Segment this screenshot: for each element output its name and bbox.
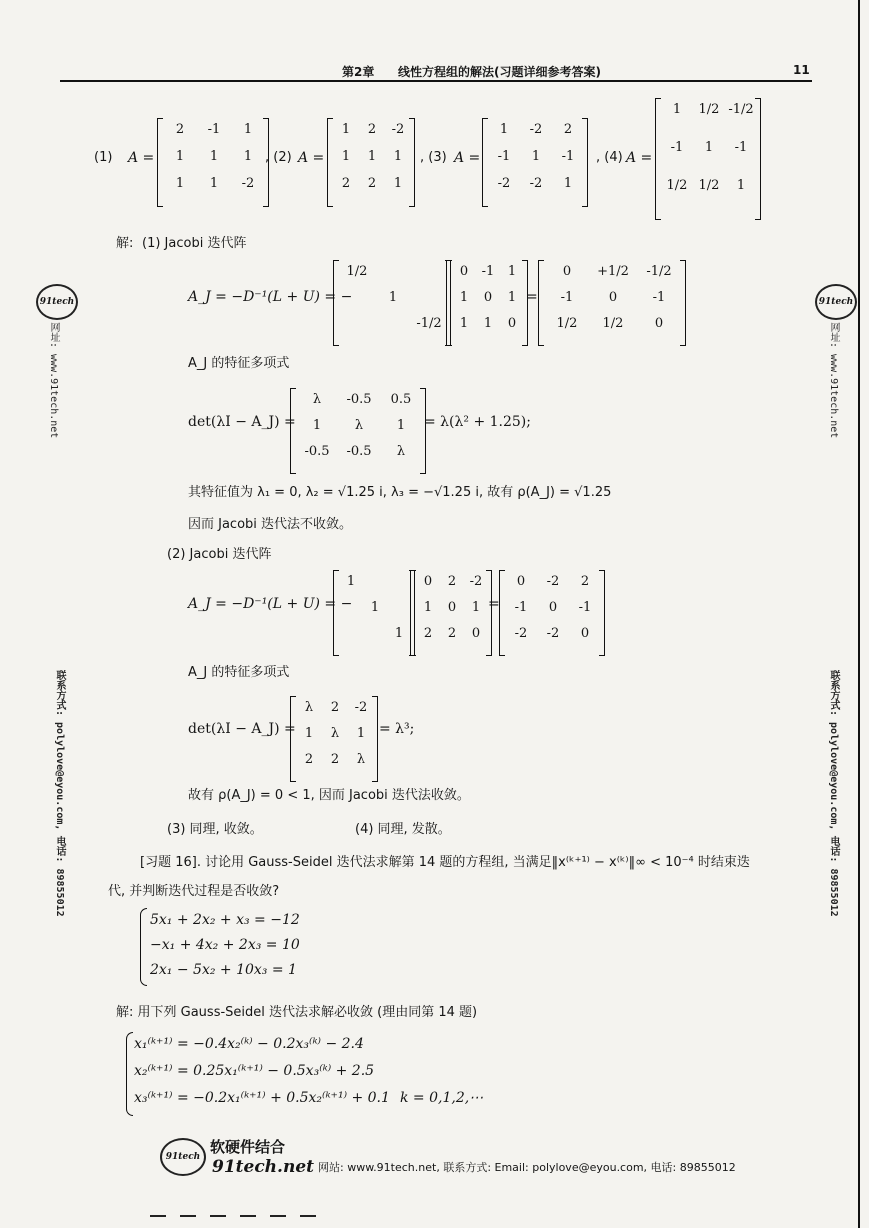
label-p1: (1): [94, 150, 113, 165]
matrix-4-cell: 1/2: [698, 178, 720, 193]
det-matrix-2-cell: 2: [330, 700, 340, 715]
matrix-3-cell: -2: [497, 176, 511, 191]
matrix-1-cell: 1: [175, 149, 185, 164]
eq-sign-2: =: [488, 596, 500, 612]
det-matrix-2-cell: 1: [356, 726, 366, 741]
label-p3: , (3): [420, 150, 447, 165]
jacobi-eq-2-lhs: A_J = −D⁻¹(L + U) = −: [188, 596, 353, 612]
lu-matrix-1-cell: 1: [459, 316, 469, 331]
footer-dash: [180, 1215, 196, 1217]
exercise16-line1: [习题 16]. 讨论用 Gauss-Seidel 迭代法求解第 14 题的方程组, 当满足‖x⁽ᵏ⁺¹⁾ − x⁽ᵏ⁾‖∞ < 10⁻⁴ 时结束迭: [140, 855, 750, 870]
eq-sign-1: =: [526, 289, 538, 305]
footer-info: 网站: www.91tech.net, 联系方式: Email: polylove@eyou.com, 电话: 89855012: [318, 1161, 736, 1174]
aj-matrix-2-cell: -2: [514, 626, 528, 641]
det-matrix-1-cell: -0.5: [304, 444, 330, 459]
footer-dash: [210, 1215, 226, 1217]
matrix-3-cell: 2: [563, 122, 573, 137]
aj-matrix-1-cell: -1: [560, 290, 574, 305]
equation-2: −x₁ + 4x₂ + 2x₃ = 10: [150, 937, 300, 953]
dinv-matrix-1-cell: 1/2: [346, 264, 368, 279]
aj-matrix-1-cell: 0: [562, 264, 572, 279]
det-matrix-2-cell: λ: [304, 700, 314, 715]
solution16-label: 解: 用下列 Gauss-Seidel 迭代法求解必收敛 (理由同第 14 题): [116, 1005, 478, 1020]
matrix-3-cell: -2: [529, 176, 543, 191]
lu-matrix-2-cell: 2: [447, 574, 457, 589]
aj-matrix-1-cell: -1/2: [646, 264, 672, 279]
matrix-1-cell: 2: [175, 122, 185, 137]
aj-matrix-2-cell: -1: [578, 600, 592, 615]
det-matrix-2-cell: 2: [330, 752, 340, 767]
right-logo-top: 91tech: [815, 284, 857, 320]
iteration-x1: x₁⁽ᵏ⁺¹⁾ = −0.4x₂⁽ᵏ⁾ − 0.2x₃⁽ᵏ⁾ − 2.4: [134, 1036, 364, 1052]
a-eq-3: A =: [454, 150, 481, 166]
dinv-matrix-1-cell: -1/2: [416, 316, 442, 331]
det-lhs-2: det(λI − A_J) =: [188, 721, 296, 737]
dinv-matrix-1-cell: 1: [388, 290, 398, 305]
matrix-2-cell: 2: [341, 176, 351, 191]
part4-result: (4) 同理, 发散。: [355, 822, 451, 837]
dinv-matrix-2-cell: 1: [346, 574, 356, 589]
chapter-label: 第2章: [342, 65, 375, 79]
lu-matrix-2-cell: 0: [423, 574, 433, 589]
iteration-brace: [126, 1032, 133, 1116]
char-poly-label-1: A_J 的特征多项式: [188, 356, 290, 371]
lu-matrix-1-cell: 0: [507, 316, 517, 331]
chapter-title: 线性方程组的解法(习题详细参考答案): [398, 65, 601, 79]
left-contact-text: 联系方式: polylove@eyou.com, 电话: 89855012: [54, 670, 65, 917]
lu-matrix-1-cell: 1: [507, 290, 517, 305]
matrix-1-cell: -1: [207, 122, 221, 137]
matrix-3-cell: 1: [531, 149, 541, 164]
lu-matrix-2-cell: 0: [447, 600, 457, 615]
det-matrix-2-cell: λ: [330, 726, 340, 741]
iteration-x2: x₂⁽ᵏ⁺¹⁾ = 0.25x₁⁽ᵏ⁺¹⁾ − 0.5x₃⁽ᵏ⁾ + 2.5: [134, 1063, 375, 1079]
label-p4: , (4): [596, 150, 623, 165]
det-matrix-1-cell: -0.5: [346, 444, 372, 459]
lu-matrix-1-cell: 0: [459, 264, 469, 279]
part1-heading: (1) Jacobi 迭代阵: [142, 236, 247, 251]
iteration-x3: x₃⁽ᵏ⁺¹⁾ = −0.2x₁⁽ᵏ⁺¹⁾ + 0.5x₂⁽ᵏ⁺¹⁾ + 0.1: [134, 1090, 390, 1106]
det-matrix-1-cell: 1: [312, 418, 322, 433]
footer-logo: 91tech: [160, 1138, 206, 1176]
matrix-3-cell: -1: [497, 149, 511, 164]
det-matrix-1-cell: λ: [396, 444, 406, 459]
left-logo-top: 91tech: [36, 284, 78, 320]
right-website-text: 网址: www.91tech.net: [828, 322, 839, 439]
footer-dash: [270, 1215, 286, 1217]
aj-matrix-1-cell: +1/2: [597, 264, 629, 279]
det-matrix-2-cell: 1: [304, 726, 314, 741]
dinv-matrix-2-cell: 1: [394, 626, 404, 641]
matrix-1-cell: 1: [243, 149, 253, 164]
page-number: 11: [793, 63, 810, 77]
lu-matrix-1-cell: 1: [483, 316, 493, 331]
det-matrix-2-cell: 2: [304, 752, 314, 767]
matrix-4-cell: 1/2: [666, 178, 688, 193]
iteration-k: k = 0,1,2,⋯: [400, 1090, 484, 1106]
lu-matrix-1-cell: 1: [507, 264, 517, 279]
matrix-3-cell: 1: [499, 122, 509, 137]
aj-matrix-2-cell: 0: [516, 574, 526, 589]
system-brace: [140, 908, 147, 986]
aj-matrix-1-cell: 1/2: [556, 316, 578, 331]
matrix-2-cell: 2: [367, 122, 377, 137]
equation-3: 2x₁ − 5x₂ + 10x₃ = 1: [150, 962, 297, 978]
matrix-2-cell: 1: [367, 149, 377, 164]
label-p2: , (2): [265, 150, 292, 165]
det-matrix-1-cell: 1: [396, 418, 406, 433]
lu-matrix-2-cell: -2: [469, 574, 483, 589]
matrix-4-cell: -1: [734, 140, 748, 155]
matrix-2-cell: 1: [341, 122, 351, 137]
a-eq-1: A =: [128, 150, 155, 166]
lu-matrix-1-cell: 0: [483, 290, 493, 305]
aj-matrix-2-cell: 0: [548, 600, 558, 615]
det-result-1: = λ(λ² + 1.25);: [424, 414, 531, 430]
page-edge-line: [858, 0, 860, 1228]
eigenvalues-line: 其特征值为 λ₁ = 0, λ₂ = √1.25 i, λ₃ = −√1.25 i, 故有 ρ(A_J) = √1.25: [188, 485, 612, 500]
det-matrix-1-cell: λ: [354, 418, 364, 433]
part3-result: (3) 同理, 收敛。: [167, 822, 263, 837]
matrix-1-cell: 1: [209, 176, 219, 191]
jacobi-eq-1-lhs: A_J = −D⁻¹(L + U) = −: [188, 289, 353, 305]
aj-matrix-1-cell: 1/2: [602, 316, 624, 331]
footer-brand-cn: 软硬件结合: [210, 1138, 286, 1156]
matrix-1-cell: 1: [243, 122, 253, 137]
matrix-3-cell: -1: [561, 149, 575, 164]
footer-dash: [300, 1215, 316, 1217]
matrix-2-cell: -2: [391, 122, 405, 137]
det-result-2: = λ³;: [379, 721, 415, 737]
left-website-text: 网址: www.91tech.net: [48, 322, 59, 439]
matrix-2-cell: 1: [393, 176, 403, 191]
equation-1: 5x₁ + 2x₂ + x₃ = −12: [150, 912, 300, 928]
solution-label: 解:: [116, 236, 134, 251]
a-eq-2: A =: [298, 150, 325, 166]
footer-dash: [150, 1215, 166, 1217]
det-matrix-1-cell: λ: [312, 392, 322, 407]
aj-matrix-2-cell: -2: [546, 574, 560, 589]
conclusion-1: 因而 Jacobi 迭代法不收敛。: [188, 517, 353, 532]
footer-dash: [240, 1215, 256, 1217]
matrix-1-cell: -2: [241, 176, 255, 191]
header-rule: [60, 80, 812, 82]
matrix-4-cell: 1: [704, 140, 714, 155]
a-eq-4: A =: [626, 150, 653, 166]
aj-matrix-1-cell: -1: [652, 290, 666, 305]
matrix-1-cell: 1: [175, 176, 185, 191]
lu-matrix-1-cell: 1: [459, 290, 469, 305]
lu-matrix-2-cell: 1: [423, 600, 433, 615]
aj-matrix-2-cell: -2: [546, 626, 560, 641]
det-matrix-1-cell: 0.5: [390, 392, 412, 407]
aj-matrix-2-cell: 0: [580, 626, 590, 641]
matrix-4-cell: -1: [670, 140, 684, 155]
aj-matrix-1-cell: 0: [608, 290, 618, 305]
lu-matrix-2-cell: 2: [447, 626, 457, 641]
matrix-2-cell: 1: [393, 149, 403, 164]
lu-matrix-2-cell: 0: [471, 626, 481, 641]
char-poly-label-2: A_J 的特征多项式: [188, 665, 290, 680]
dinv-matrix-2-cell: 1: [370, 600, 380, 615]
matrix-2-cell: 1: [341, 149, 351, 164]
aj-matrix-1-cell: 0: [654, 316, 664, 331]
det-matrix-1-cell: -0.5: [346, 392, 372, 407]
matrix-4-cell: 1/2: [698, 102, 720, 117]
det-matrix-2-cell: λ: [356, 752, 366, 767]
matrix-3-cell: -2: [529, 122, 543, 137]
matrix-2-cell: 2: [367, 176, 377, 191]
matrix-4-cell: 1: [672, 102, 682, 117]
lu-matrix-2-cell: 1: [471, 600, 481, 615]
exercise16-line2: 代, 并判断迭代过程是否收敛?: [108, 884, 280, 899]
aj-matrix-2-cell: -1: [514, 600, 528, 615]
matrix-4-cell: -1/2: [728, 102, 754, 117]
det-matrix-2-cell: -2: [354, 700, 368, 715]
aj-matrix-2-cell: 2: [580, 574, 590, 589]
lu-matrix-2-cell: 2: [423, 626, 433, 641]
lu-matrix-1-cell: -1: [481, 264, 495, 279]
matrix-3-cell: 1: [563, 176, 573, 191]
footer-brand-en: 91tech.net: [212, 1157, 314, 1177]
det-lhs-1: det(λI − A_J) =: [188, 414, 296, 430]
right-contact-text: 联系方式: polylove@eyou.com, 电话: 89855012: [828, 670, 839, 917]
matrix-1-cell: 1: [209, 149, 219, 164]
conclusion-2: 故有 ρ(A_J) = 0 < 1, 因而 Jacobi 迭代法收敛。: [188, 788, 470, 803]
matrix-4-cell: 1: [736, 178, 746, 193]
part2-heading: (2) Jacobi 迭代阵: [167, 547, 272, 562]
